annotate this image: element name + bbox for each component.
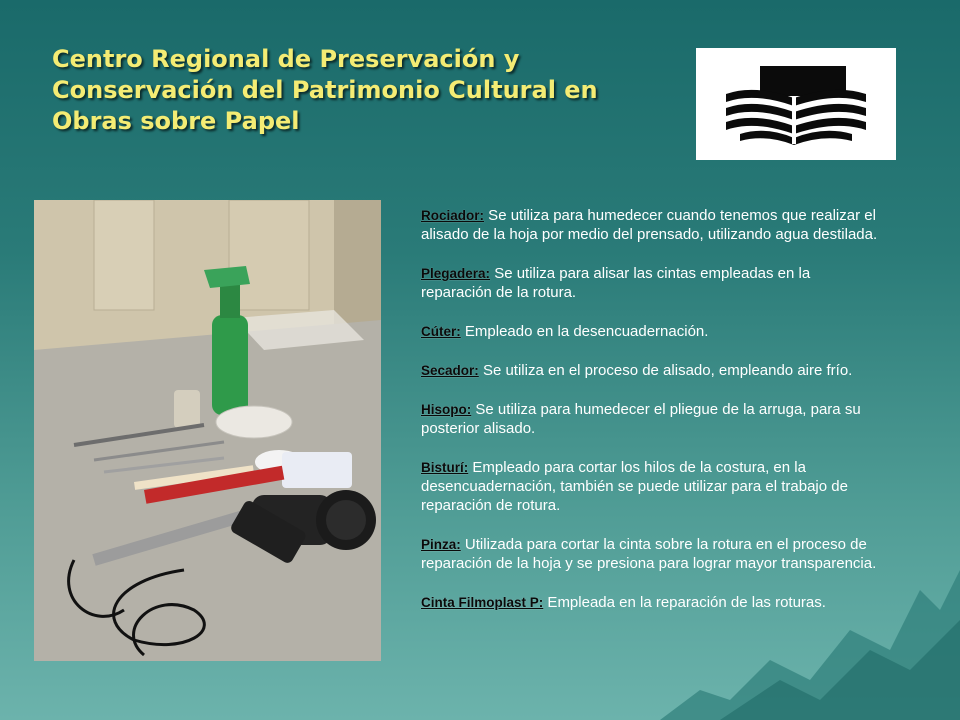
term-label: Hisopo: bbox=[421, 402, 472, 417]
item-rociador bbox=[421, 206, 883, 244]
logo bbox=[696, 48, 896, 160]
term-label: Cinta Filmoplast P: bbox=[421, 595, 544, 610]
term-description: Empleado para cortar los hilos de la costura, en la desencuadernación, también se puede utilizar para el trabajo de reparación de rotura. bbox=[421, 459, 848, 514]
open-book-icon bbox=[696, 48, 896, 160]
term-description: Empleado en la desencuadernación. bbox=[460, 323, 709, 340]
term-label: Bisturí: bbox=[421, 460, 469, 475]
slide-title: Centro Regional de Preservación y Conservación del Patrimonio Cultural en Obras sobre Papel bbox=[52, 45, 598, 135]
item-secador bbox=[421, 361, 883, 380]
mountain-decoration bbox=[660, 550, 960, 720]
term-description: Empleada en la reparación de las roturas. bbox=[543, 594, 826, 611]
term-description: Utilizada para cortar la cinta sobre la rotura en el proceso de reparación de la hoja y se presiona para lograr mayor transparencia. bbox=[421, 536, 877, 572]
item-cuter bbox=[421, 322, 883, 341]
term-label: Plegadera: bbox=[421, 266, 491, 281]
term-description: Se utiliza en el proceso de alisado, empleando aire frío. bbox=[478, 362, 853, 379]
term-label: Secador: bbox=[421, 363, 479, 378]
term-label: Rociador: bbox=[421, 208, 485, 223]
item-bisturi bbox=[421, 458, 883, 515]
item-hisopo bbox=[421, 400, 883, 438]
term-description: Se utiliza para alisar las cintas empleadas en la reparación de la rotura. bbox=[421, 265, 811, 301]
term-label: Pinza: bbox=[421, 537, 461, 552]
item-plegadera bbox=[421, 264, 883, 302]
term-description: Se utiliza para humedecer el pliegue de la arruga, para su posterior alisado. bbox=[421, 401, 861, 437]
tools-photo bbox=[34, 200, 381, 661]
term-label: Cúter: bbox=[421, 324, 461, 339]
term-description: Se utiliza para humedecer cuando tenemos que realizar el alisado de la hoja por medio del prensado, utilizando agua destilada. bbox=[421, 207, 878, 243]
